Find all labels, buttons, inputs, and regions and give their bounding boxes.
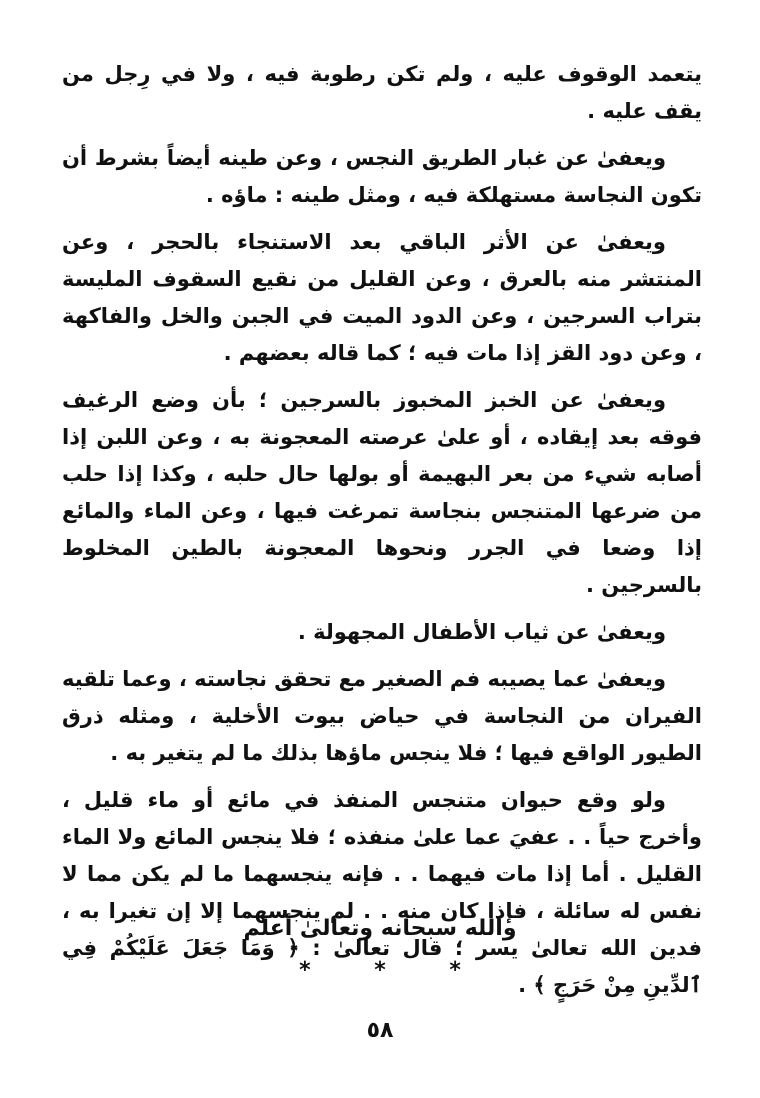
paragraph-1: يتعمد الوقوف عليه ، ولم تكن رطوبة فيه ، ولا في رِجل من يقف عليه .: [62, 62, 702, 123]
paragraph-3: ويعفىٰ عن الأثر الباقي بعد الاستنجاء بالحجر ، وعن المنتشر منه بالعرق ، وعن القليل من نقيع السقوف المليسة بتراب السرجين ، وعن الدود الميت في الجبن والخل والفاكهة ، وعن دود القز إذا مات فيه ؛ كما قاله بعضهم .: [62, 230, 702, 365]
paragraph-2: ويعفىٰ عن غبار الطريق النجس ، وعن طينه أيضاً بشرط أن تكون النجاسة مستهلكة فيه ، ومثل طينه : ماؤه .: [62, 146, 702, 207]
paragraph-4: ويعفىٰ عن الخبز المخبوز بالسرجين ؛ بأن وضع الرغيف فوقه بعد إيقاده ، أو علىٰ عرصته المعجونة به ، وعن اللبن إذا أصابه شيء من بعر البهيمة أو بولها حال حلبه ، وكذا إذا حلب من ضرعها المتنجس بنجاسة تمرغت فيها ، وعن الماء والمائع إذا وضعا في الجرر ونحوها المعجونة بالطين المخلوط بالسرجين .: [62, 388, 702, 597]
body-text: [62, 56, 702, 1014]
paragraph-7: ولو وقع حيوان متنجس المنفذ في مائع أو ماء قليل ، وأخرج حياً . . عفيَ عما علىٰ منفذه ؛ فلا ينجس المائع ولا الماء القليل . أما إذا مات فيهما . . فإنه ينجسهما ما لم يكن مما لا نفس له سائلة ، فإذا كان منه . . لم ينجسهما إلا إن تغيرا به ، فدين الله تعالىٰ يسر ؛ قال تعالىٰ : ﴿ وَمَا جَعَلَ عَلَيْكُمْ فِي ٱلدِّينِ مِنْ حَرَجٍ ﴾ .: [62, 788, 702, 997]
paragraph-6: ويعفىٰ عما يصيبه فم الصغير مع تحقق نجاسته ، وعما تلقيه الفيران من النجاسة في حياض بيوت الأخلية ، ومثله ذرق الطيور الواقع فيها ؛ فلا ينجس ماؤها بذلك ما لم يتغير به .: [61, 667, 702, 765]
page-number: ٥٨: [366, 1018, 394, 1043]
section-separator: * * *: [299, 958, 489, 983]
paragraph-5: ويعفىٰ عن ثياب الأطفال المجهولة .: [297, 620, 666, 644]
closing-phrase: والله سبحانه وتعالىٰ أعلم: [243, 916, 517, 941]
